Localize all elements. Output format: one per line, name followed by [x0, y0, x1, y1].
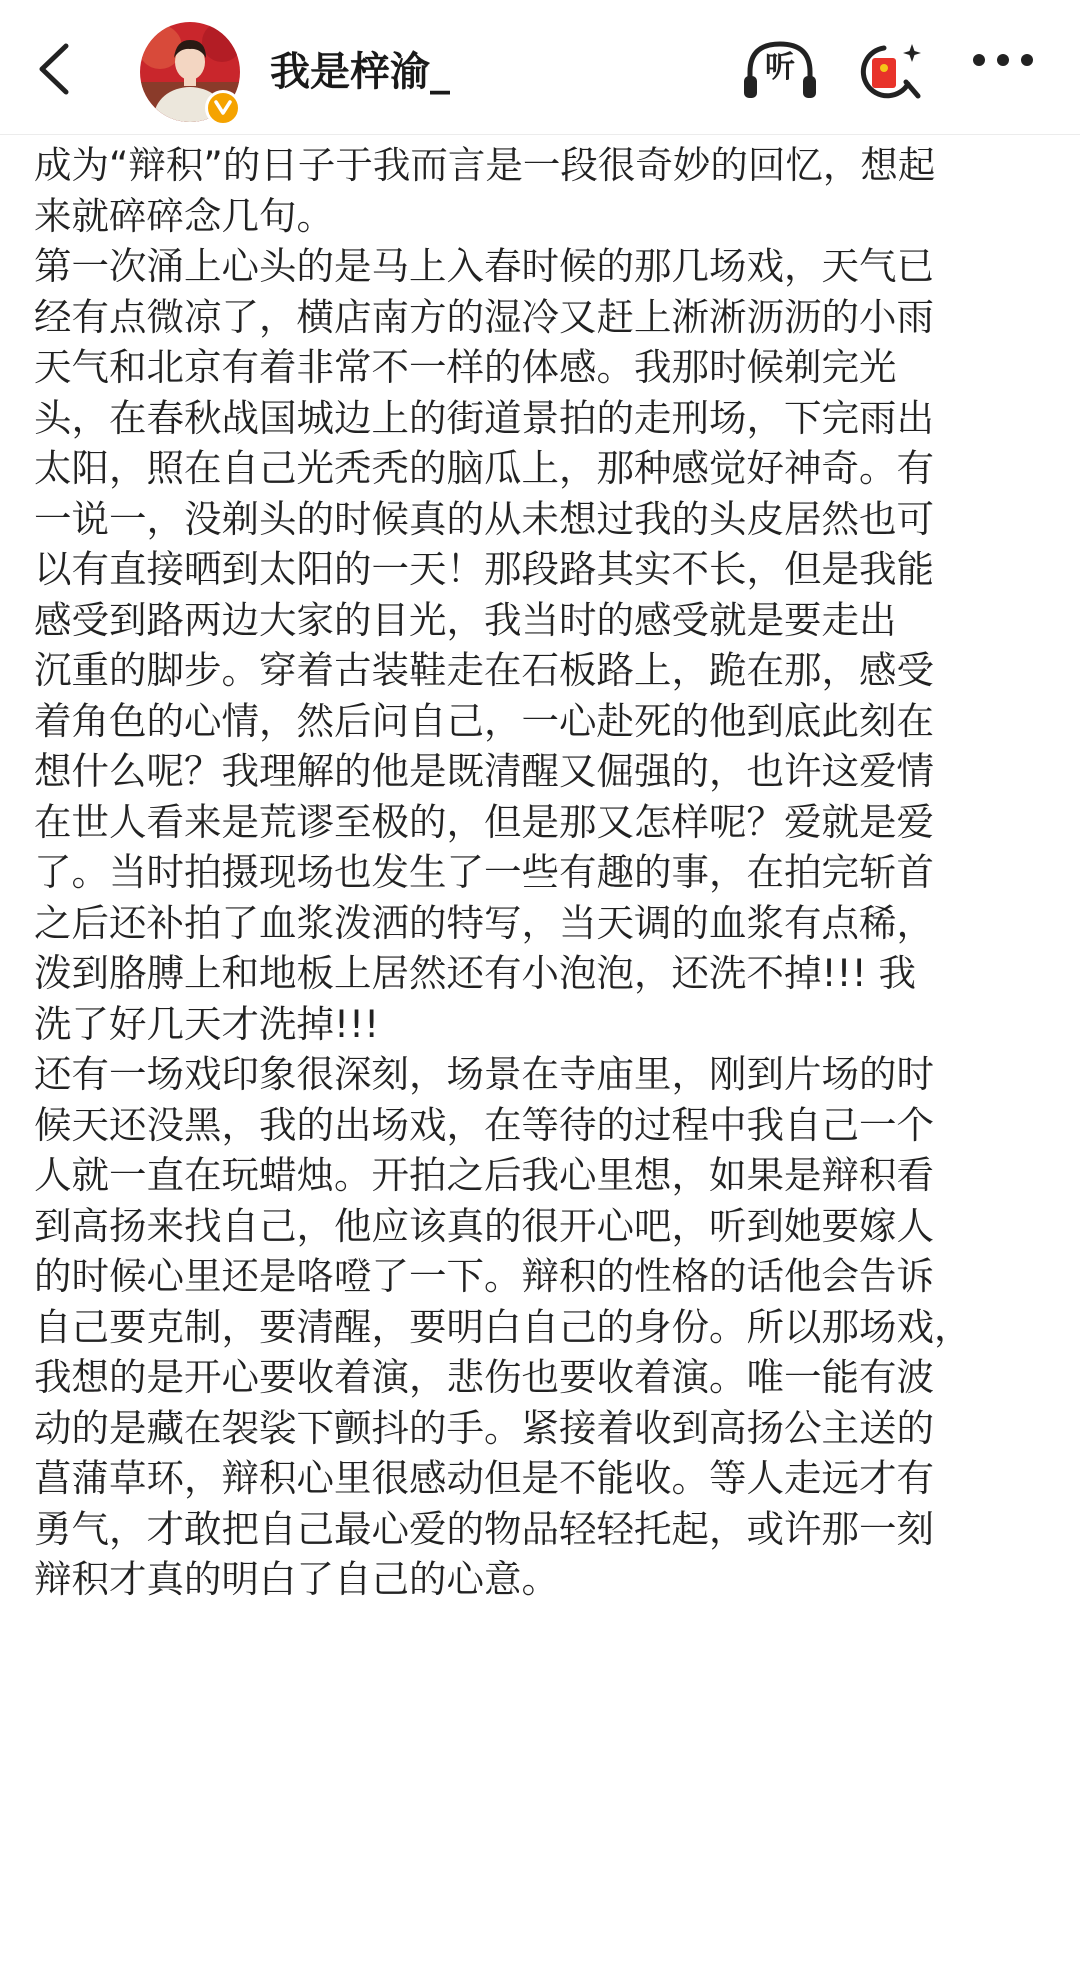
post-paragraph: 还有一场戏印象很深刻，场景在寺庙里，刚到片场的时 候天还没黑，我的出场戏，在等待的过程中我自己一个 人就一直在玩蜡烛。开拍之后我心里想，如果是辩积看 到高扬来找自己，他应该真的很开心吧，听到她要嫁人 的时候心里还是咯噔了一下。辩积的性格的话他会告诉 自己要克制，要清醒，要明白自己的身份。所以那场戏， 我想的是开心要收着演，悲伤也要收着演。唯一能有波 动的是藏在袈裟下颤抖的手。紧接着收到高扬公主送的 菖蒲草环，辩积心里很感动但是不能收。等人走远才有 勇气，才敢把自己最心爱的物品轻轻托起，或许那一刻 辩积才真的明白了自己的心意。 [34, 1052, 972, 1601]
verified-badge-icon [205, 90, 241, 126]
back-button[interactable] [30, 38, 82, 100]
listen-label: 听 [765, 50, 795, 85]
top-nav-bar [0, 0, 1080, 135]
red-packet-search-icon [858, 38, 938, 102]
listen-button[interactable] [740, 38, 820, 102]
more-button[interactable] [965, 38, 1045, 102]
more-dots-icon [965, 38, 1045, 102]
username[interactable]: 我是梓渝_ [270, 49, 450, 95]
post-body [34, 140, 1034, 1605]
post-paragraph: 成为“辩积”的日子于我而言是一段很奇妙的回忆，想起 来就碎碎念几句。 [34, 143, 936, 238]
post-paragraph: 第一次涌上心头的是马上入春时候的那几场戏，天气已 经有点微凉了，横店南方的湿冷又赶上淅淅沥沥的小雨 天气和北京有着非常不一样的体感。我那时候剃完光 头，在春秋战国城边上的街道景拍的走刑场，下完雨出 太阳，照在自己光秃秃的脑瓜上，那种感觉好神奇。有 一说一，没剃头的时候真的从未想过我的头皮居然也可 以有直接晒到太阳的一天！那段路其实不长，但是我能 感受到路两边大家的目光，我当时的感受就是要走出 沉重的脚步。穿着古装鞋走在石板路上，跪在那，感受 着角色的心情，然后问自己，一心赴死的他到底此刻在 想什么呢？我理解的他是既清醒又倔强的，也许这爱情 在世人看来是荒谬至极的，但是那又怎样呢？爱就是爱 了。当时拍摄现场也发生了一些有趣的事，在拍完斩首 之后还补拍了血浆泼洒的特写，当天调的血浆有点稀， 泼到胳膊上和地板上居然还有小泡泡，还洗不掉!!! 我 洗了好几天才洗掉!!! [34, 244, 934, 1046]
chevron-left-icon [30, 38, 82, 100]
red-packet-button[interactable] [858, 38, 938, 102]
